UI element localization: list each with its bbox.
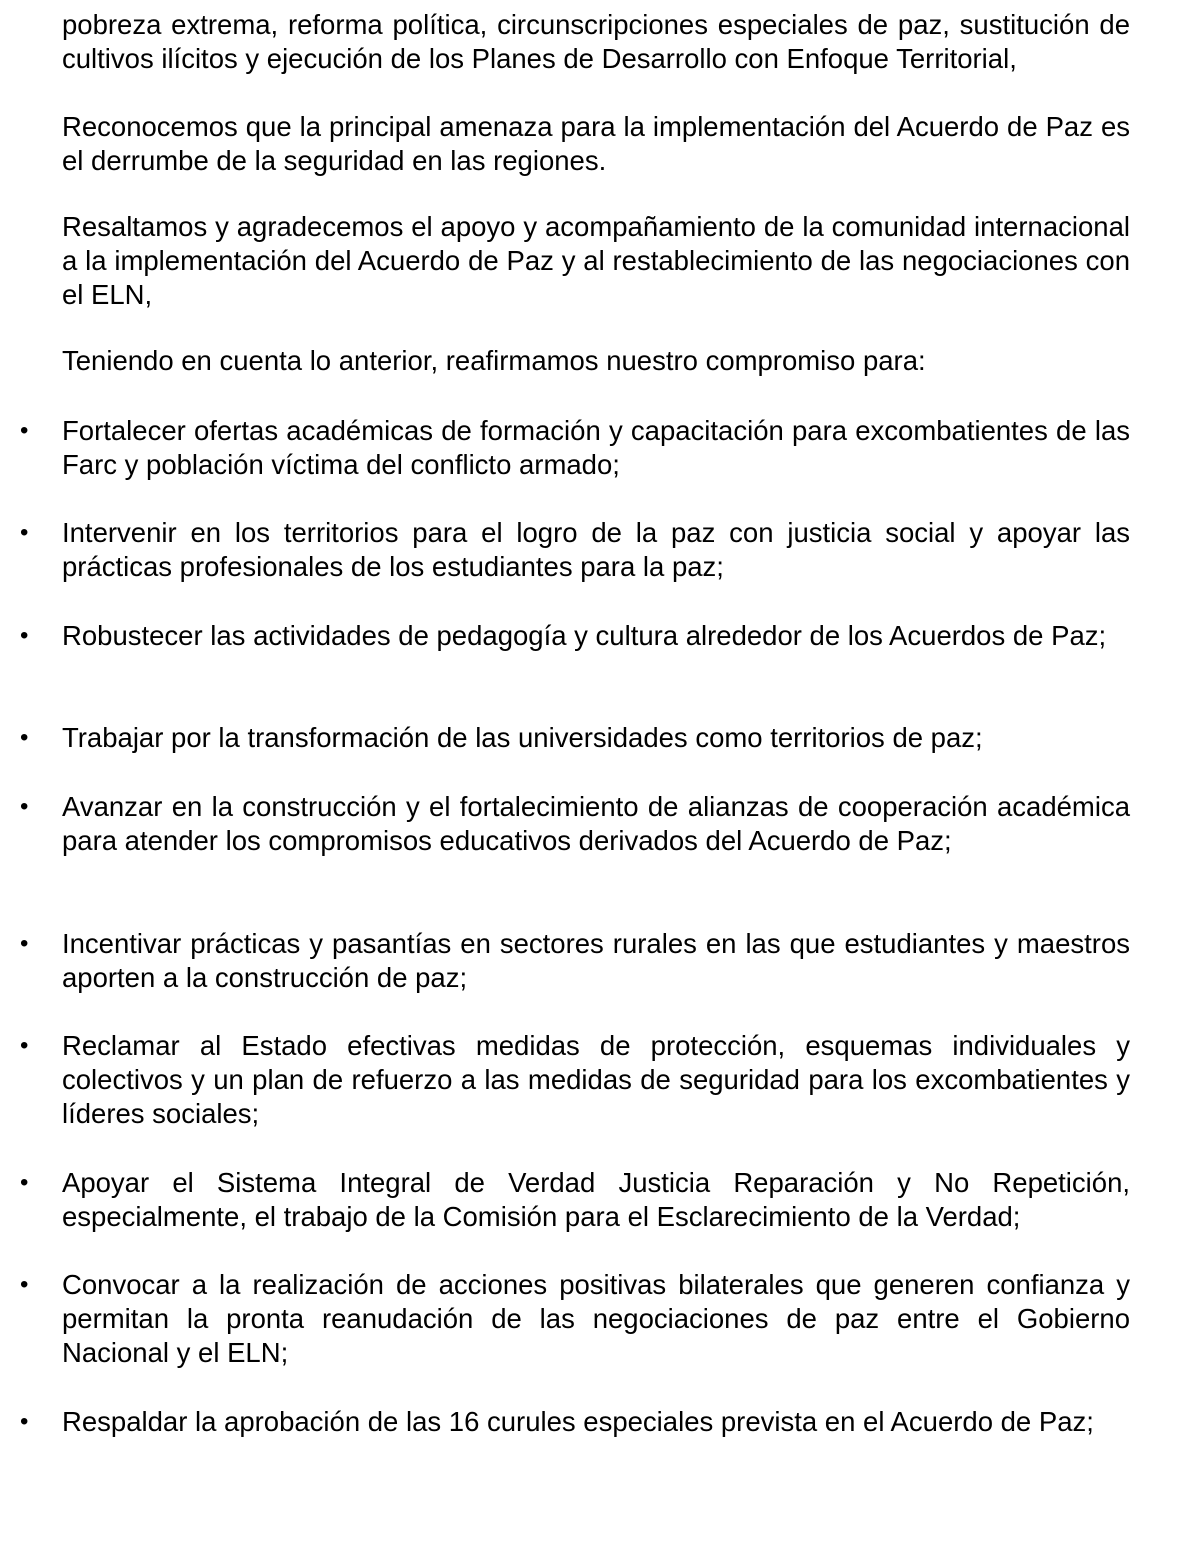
- bullet-icon: •: [20, 519, 29, 546]
- list-item-text: Respaldar la aprobación de las 16 curules especiales prevista en el Acuerdo de Paz;: [62, 1406, 1094, 1437]
- list-item-text: Avanzar en la construcción y el fortalecimiento de alianzas de cooperación académica para atender los compromisos educativos derivados del Acuerdo de Paz;: [62, 791, 1130, 856]
- bullet-icon: •: [20, 1408, 29, 1435]
- list-item-text: Apoyar el Sistema Integral de Verdad Justicia Reparación y No Repetición, especialmente, el trabajo de la Comisión para el Esclarecimiento de la Verdad;: [62, 1167, 1130, 1232]
- list-item-text: Trabajar por la transformación de las universidades como territorios de paz;: [62, 722, 983, 753]
- paragraph-commitment-intro: Teniendo en cuenta lo anterior, reafirmamos nuestro compromiso para:: [62, 345, 926, 376]
- bullet-icon: •: [20, 1032, 29, 1059]
- list-item-text: Robustecer las actividades de pedagogía y cultura alrededor de los Acuerdos de Paz;: [62, 620, 1107, 651]
- list-item-text: Incentivar prácticas y pasantías en sectores rurales en las que estudiantes y maestros aporten a la construcción de paz;: [62, 928, 1130, 993]
- list-item-text: Fortalecer ofertas académicas de formación y capacitación para excombatientes de las Farc y población víctima del conflicto armado;: [62, 415, 1130, 480]
- paragraph-international-support: Resaltamos y agradecemos el apoyo y acompañamiento de la comunidad internacional a la implementación del Acuerdo de Paz y al restablecimiento de las negociaciones con el ELN,: [62, 211, 1130, 310]
- bullet-icon: •: [20, 930, 29, 957]
- bullet-icon: •: [20, 724, 29, 751]
- bullet-icon: •: [20, 417, 29, 444]
- list-item-text: Intervenir en los territorios para el logro de la paz con justicia social y apoyar las prácticas profesionales de los estudiantes para la paz;: [62, 517, 1130, 582]
- bullet-icon: •: [20, 1169, 29, 1196]
- bullet-icon: •: [20, 622, 29, 649]
- list-item-text: Convocar a la realización de acciones positivas bilaterales que generen confianza y permitan la pronta reanudación de las negociaciones de paz entre el Gobierno Nacional y el ELN;: [62, 1269, 1130, 1368]
- paragraph-continuation: pobreza extrema, reforma política, circunscripciones especiales de paz, sustitución de cultivos ilícitos y ejecución de los Planes de Desarrollo con Enfoque Territorial,: [62, 9, 1130, 74]
- paragraph-security-threat: Reconocemos que la principal amenaza para la implementación del Acuerdo de Paz es el derrumbe de la seguridad en las regiones.: [62, 111, 1130, 176]
- list-item-text: Reclamar al Estado efectivas medidas de protección, esquemas individuales y colectivos y un plan de refuerzo a las medidas de seguridad para los excombatientes y líderes sociales;: [62, 1030, 1130, 1129]
- bullet-icon: •: [20, 793, 29, 820]
- bullet-icon: •: [20, 1271, 29, 1298]
